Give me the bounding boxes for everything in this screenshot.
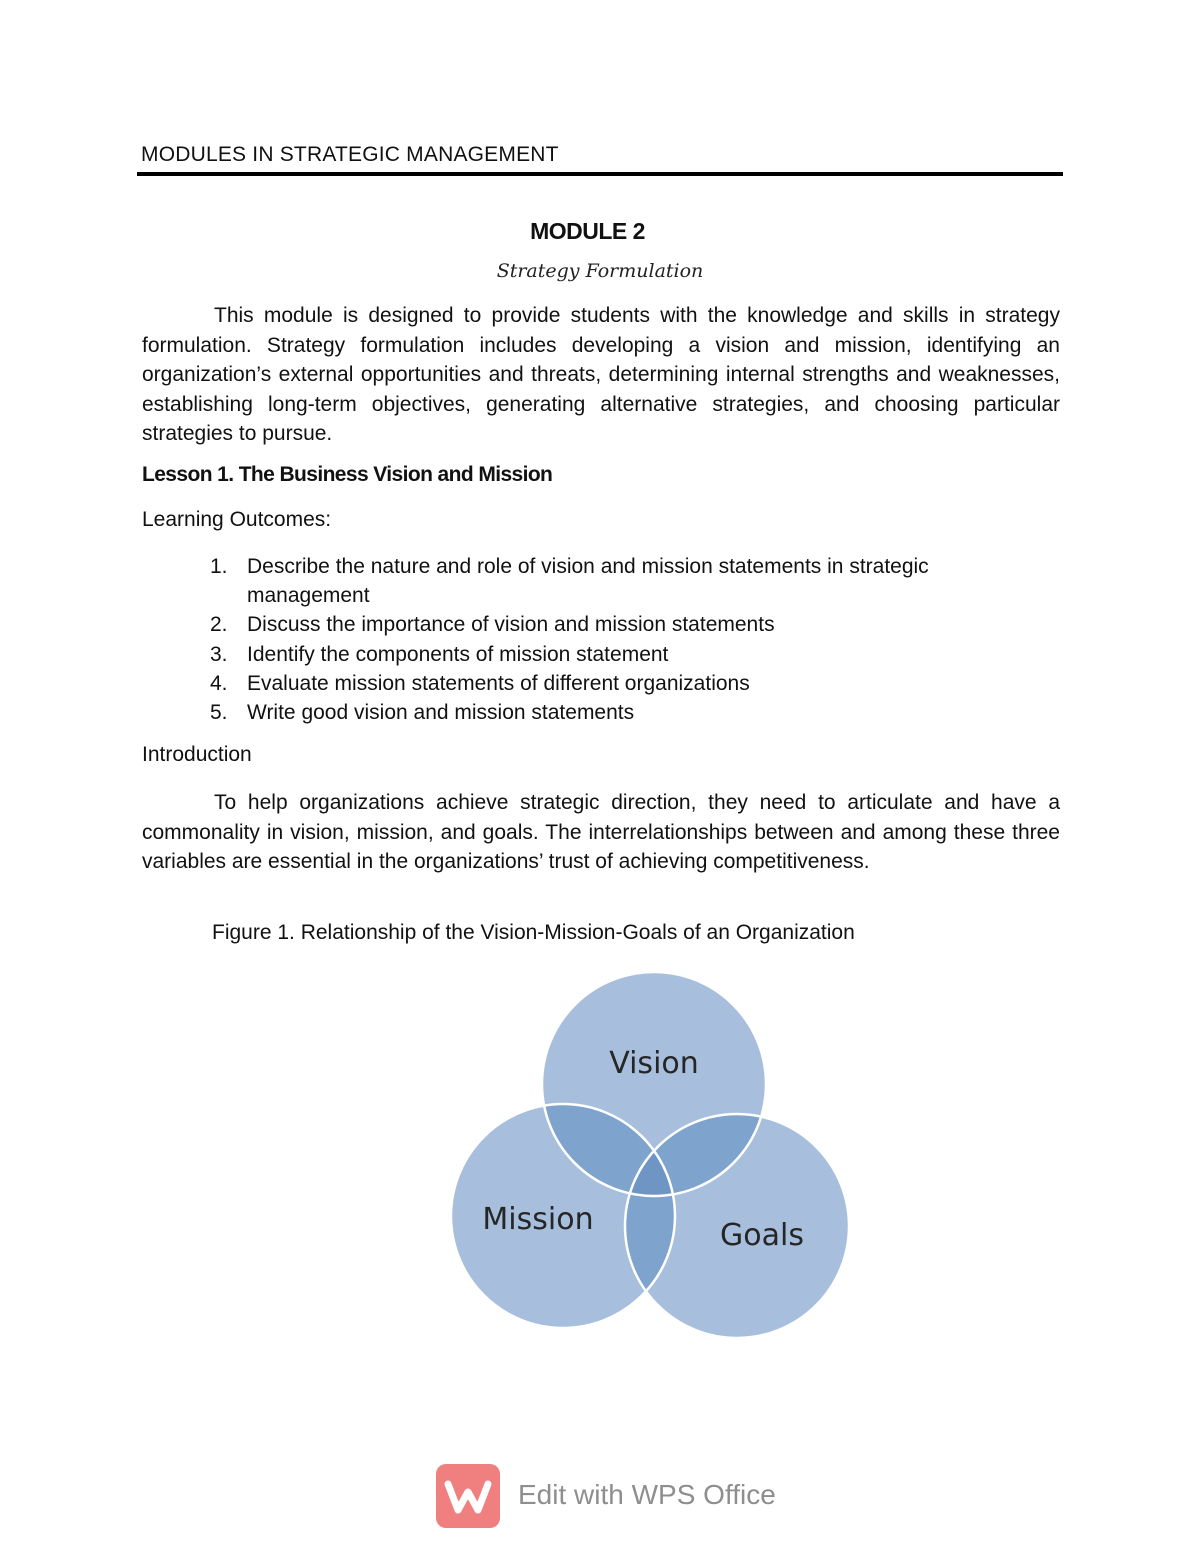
list-item [210, 669, 1050, 698]
list-number: 1. [210, 555, 228, 578]
header-rule [137, 172, 1063, 176]
introduction-heading: Introduction [142, 743, 252, 766]
list-item-text: Evaluate mission statements of different organizations [247, 671, 750, 695]
wps-watermark [436, 1464, 836, 1530]
list-number: 2. [210, 613, 228, 637]
lesson-title: Lesson 1. The Business Vision and Mission [142, 463, 553, 486]
mission-label: Mission [482, 1202, 594, 1237]
learning-outcomes-label: Learning Outcomes: [142, 508, 332, 531]
list-item-text: Discuss the importance of vision and mission statements [247, 613, 775, 637]
list-item-text: Describe the nature and role of vision and mission statements in strategic management [247, 555, 929, 608]
figure-caption: Figure 1. Relationship of the Vision-Mission-Goals of an Organization [212, 921, 855, 944]
list-number: 3. [210, 642, 228, 666]
list-item [210, 640, 1050, 669]
wps-watermark-text: Edit with WPS Office [518, 1479, 776, 1510]
intro-paragraph: This module is designed to provide students with the knowledge and skills in strategy formulation. Strategy formulation includes developing a vision and mission, identifying an organization’s external opportunities and threats, determining internal strengths and weaknesses, establishing long-term objectives, generating alternative strategies, and choosing particular strategies to pursue. [142, 304, 1060, 445]
running-header: MODULES IN STRATEGIC MANAGEMENT [141, 143, 559, 166]
introduction-paragraph: To help organizations achieve strategic direction, they need to articulate and have a commonality in vision, mission, and goals. The interrelationships between and among these three variables are essential in the organizations’ trust of achieving competitiveness. [142, 791, 1060, 873]
wps-logo-icon [436, 1464, 500, 1528]
list-item [210, 610, 1050, 639]
list-item [210, 552, 1050, 610]
learning-outcomes-list [210, 552, 1050, 727]
vision-label: Vision [609, 1046, 699, 1081]
module-subtitle: Strategy Formulation [496, 260, 704, 282]
list-item-text: Identify the components of mission statement [247, 642, 669, 666]
goals-label: Goals [720, 1218, 804, 1253]
list-item [210, 698, 1050, 727]
venn-diagram [440, 960, 860, 1350]
module-title: MODULE 2 [530, 218, 645, 244]
list-number: 4. [210, 671, 228, 695]
list-number: 5. [210, 701, 228, 725]
list-item-text: Write good vision and mission statements [247, 701, 635, 725]
